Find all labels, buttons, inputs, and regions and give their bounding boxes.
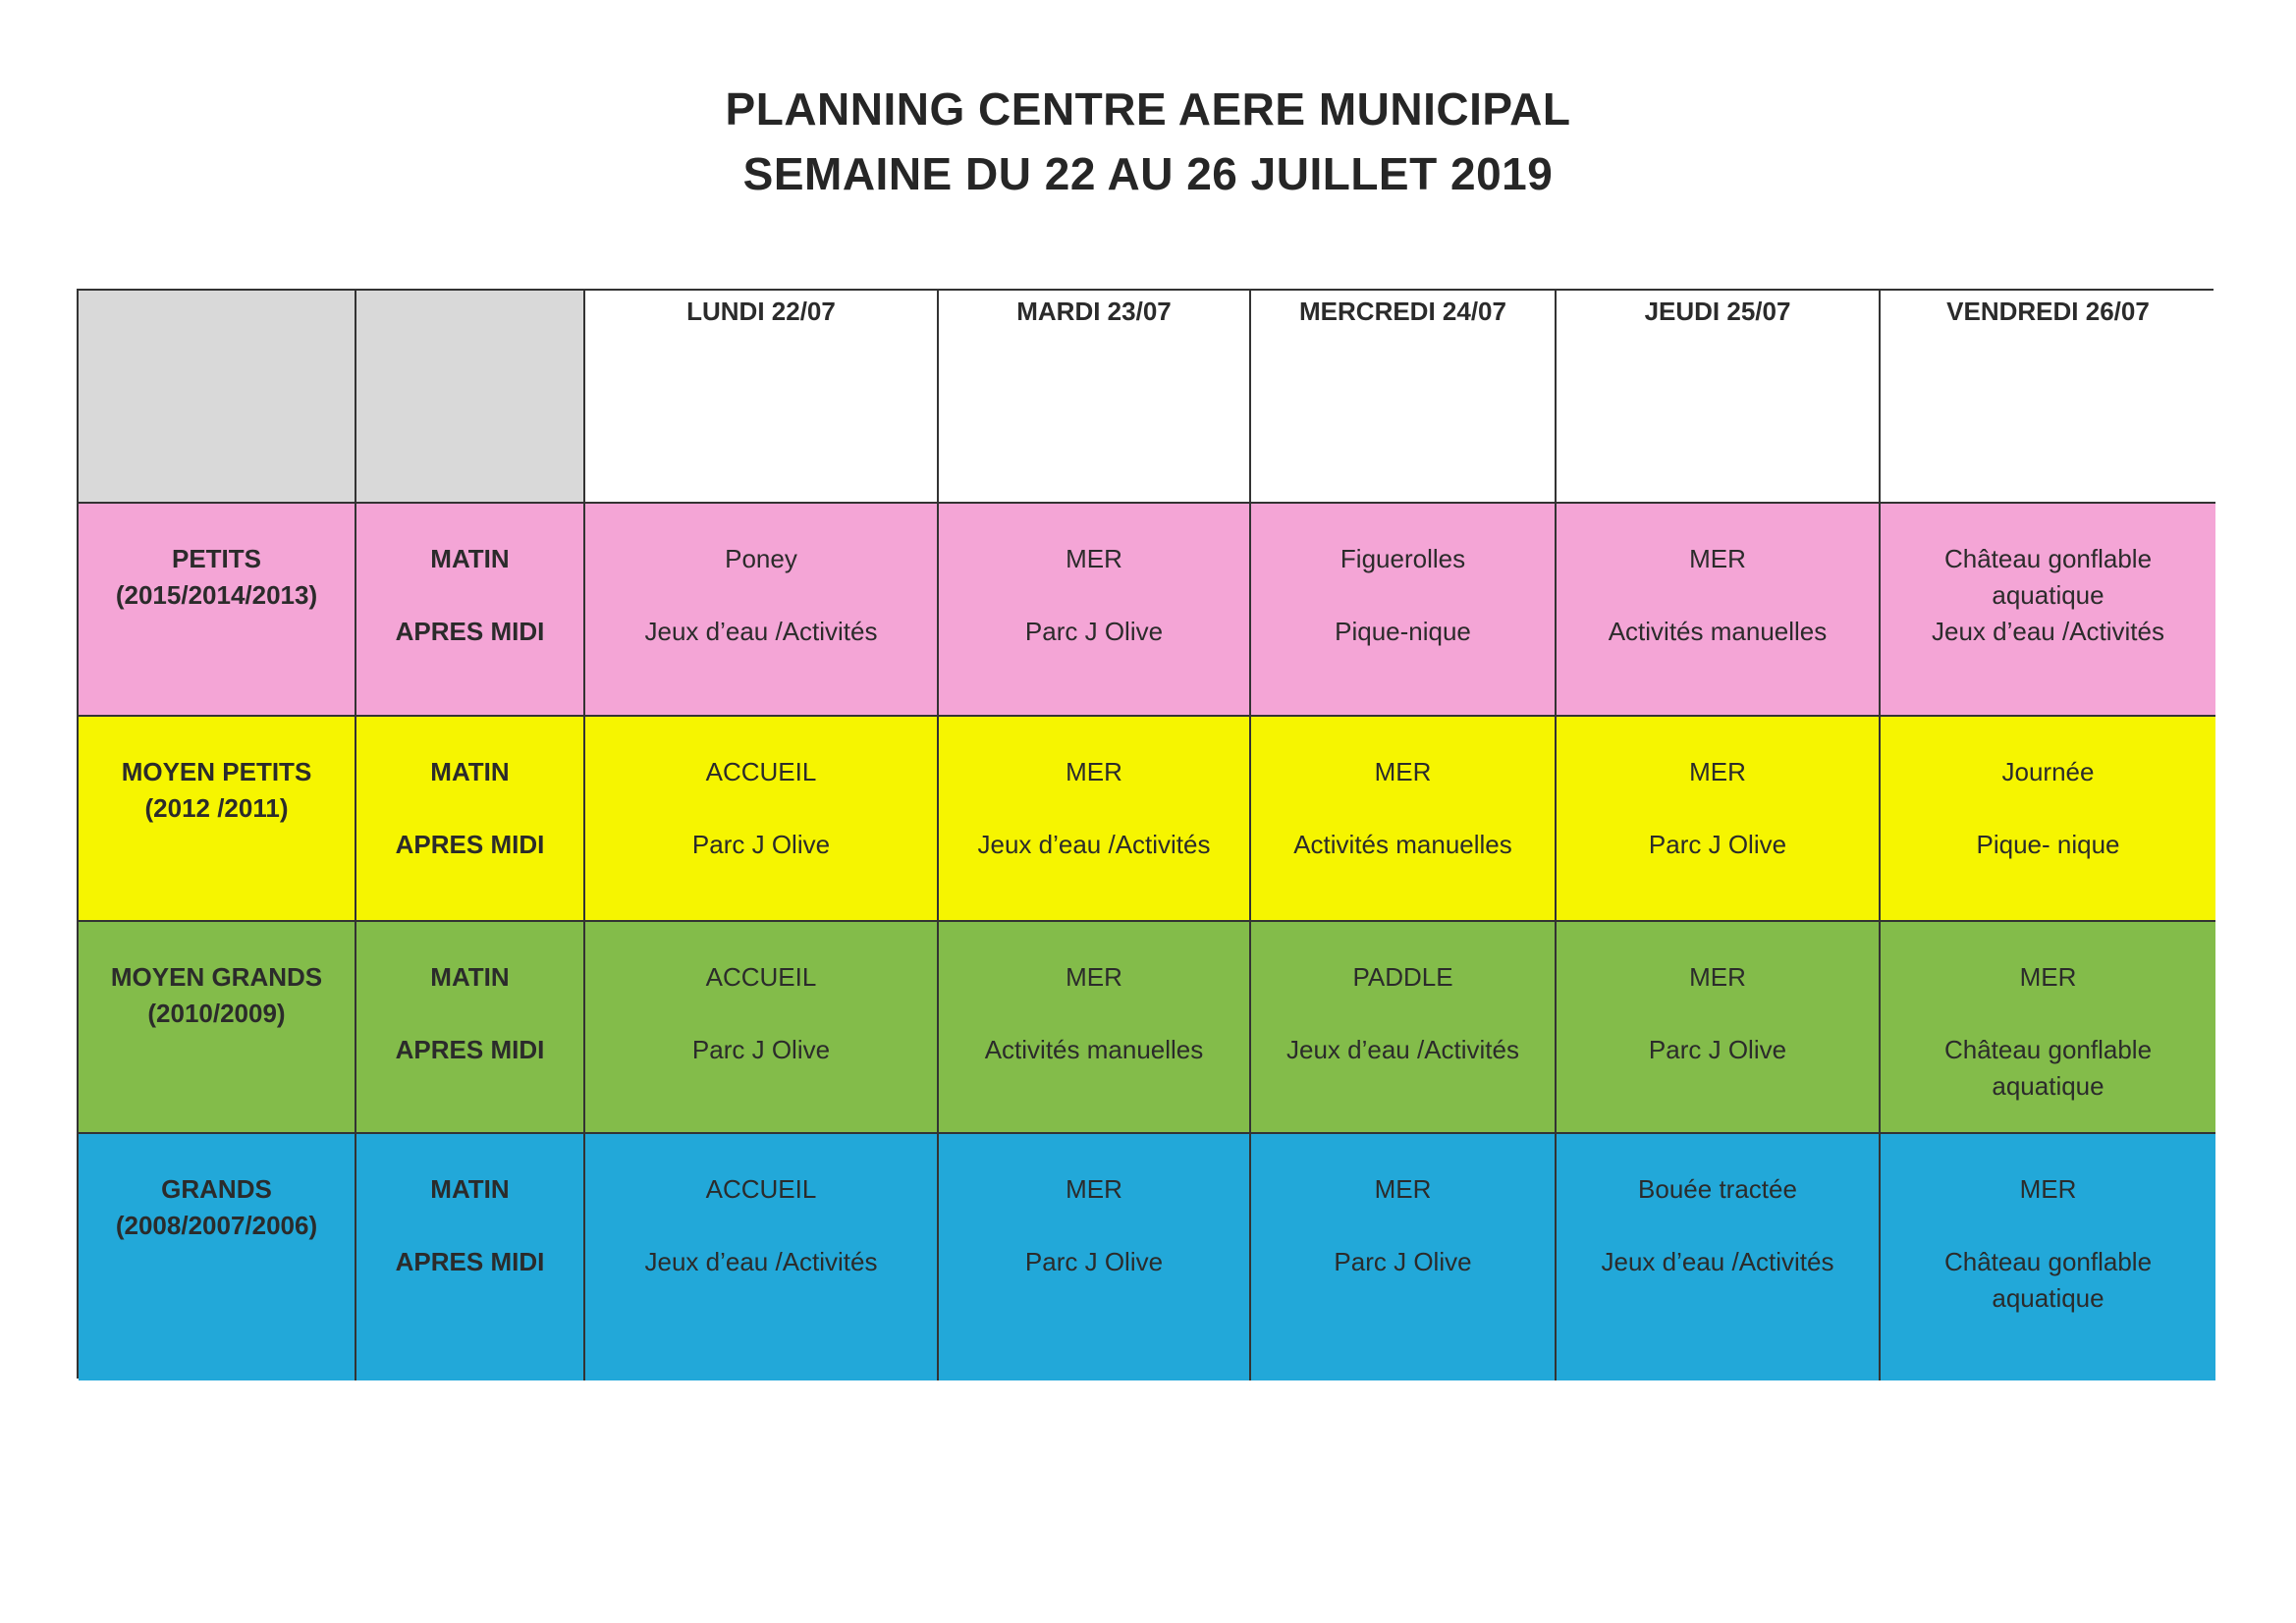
- activity-cell: [939, 504, 1251, 717]
- morning-activity: ACCUEIL: [705, 1174, 817, 1204]
- morning-activity: Journée: [2001, 757, 2095, 786]
- period-labels-grands: [356, 1134, 585, 1380]
- period-labels-petits: [356, 504, 585, 717]
- activity-cell: [1557, 504, 1881, 717]
- header-day-monday: LUNDI 22/07: [585, 291, 939, 504]
- activity-spacer: [1557, 1208, 1879, 1244]
- group-years: (2012 /2011): [144, 793, 289, 823]
- activity-spacer: [1251, 1208, 1555, 1244]
- period-spacer: [356, 996, 583, 1032]
- morning-activity: MER: [1066, 544, 1122, 573]
- afternoon-activity: Parc J Olive: [1024, 1247, 1164, 1276]
- morning-activity: Bouée tractée: [1638, 1174, 1797, 1204]
- period-spacer: [356, 790, 583, 827]
- activity-spacer: [939, 790, 1249, 827]
- afternoon-activity: Jeux d’eau /Activités: [1601, 1247, 1834, 1276]
- activity-cell: [1251, 922, 1557, 1134]
- morning-activity: MER: [1689, 544, 1746, 573]
- header-day-tuesday: MARDI 23/07: [939, 291, 1251, 504]
- activity-cell: [939, 922, 1251, 1134]
- group-label-petits: [79, 504, 356, 717]
- group-label-grands: [79, 1134, 356, 1380]
- activity-spacer: [1557, 577, 1879, 614]
- activity-spacer: [1251, 790, 1555, 827]
- afternoon-activity: Jeux d’eau /Activités: [644, 617, 878, 646]
- morning-activity: MER: [2019, 962, 2077, 992]
- afternoon-activity: Jeux d’eau /Activités: [1285, 1035, 1519, 1064]
- activity-cell: [1251, 1134, 1557, 1380]
- afternoon-activity: Parc J Olive: [1024, 617, 1164, 646]
- activity-cell: [1881, 922, 2215, 1134]
- activity-cell: [1557, 922, 1881, 1134]
- header-day-thursday: JEUDI 25/07: [1557, 291, 1881, 504]
- period-spacer: [356, 577, 583, 614]
- activity-spacer: [585, 996, 937, 1032]
- activity-cell: [585, 504, 939, 717]
- afternoon-activity: Parc J Olive: [1648, 1035, 1787, 1064]
- afternoon-activity: Activités manuelles: [1608, 617, 1828, 646]
- afternoon-activity: Jeux d’eau /Activités: [977, 830, 1211, 859]
- afternoon-activity: Pique-nique: [1335, 617, 1471, 646]
- activity-cell: [585, 717, 939, 922]
- afternoon-activity: Château gonflable: [1943, 1247, 2153, 1276]
- activity-cell: [1251, 504, 1557, 717]
- morning-activity: MER: [2019, 1174, 2077, 1204]
- activity-spacer: [1881, 996, 2215, 1032]
- morning-activity: Poney: [725, 544, 797, 573]
- period-afternoon: APRES MIDI: [395, 830, 545, 859]
- title-line-2: SEMAINE DU 22 AU 26 JUILLET 2019: [742, 148, 1554, 199]
- activity-cell: [1557, 1134, 1881, 1380]
- activity-cell: [939, 717, 1251, 922]
- morning-activity: MER: [1689, 757, 1746, 786]
- afternoon-activity: Château gonflable: [1943, 1035, 2153, 1064]
- morning-activity: Figuerolles: [1339, 544, 1466, 573]
- header-blank-period: [356, 291, 585, 504]
- activity-spacer: [939, 996, 1249, 1032]
- activity-spacer: [1251, 996, 1555, 1032]
- document-title: [0, 77, 2296, 206]
- afternoon-activity: Jeux d’eau /Activités: [644, 1247, 878, 1276]
- morning-activity: ACCUEIL: [705, 757, 817, 786]
- morning-activity: Château gonflable: [1943, 544, 2153, 573]
- afternoon-activity: Activités manuelles: [1293, 830, 1512, 859]
- afternoon-activity-continued: aquatique: [1992, 1071, 2105, 1101]
- group-name: MOYEN GRANDS: [110, 962, 323, 992]
- planning-table: [77, 289, 2214, 1379]
- period-morning: MATIN: [430, 757, 510, 786]
- period-morning: MATIN: [430, 1174, 510, 1204]
- group-years: (2008/2007/2006): [115, 1211, 318, 1240]
- morning-activity: MER: [1374, 757, 1432, 786]
- period-afternoon: APRES MIDI: [395, 1035, 545, 1064]
- afternoon-activity: Parc J Olive: [1648, 830, 1787, 859]
- morning-activity: PADDLE: [1352, 962, 1453, 992]
- activity-spacer: [585, 577, 937, 614]
- activity-cell: [1557, 717, 1881, 922]
- header-day-wednesday: MERCREDI 24/07: [1251, 291, 1557, 504]
- period-labels-moyen-petits: [356, 717, 585, 922]
- afternoon-activity: Parc J Olive: [1334, 1247, 1472, 1276]
- afternoon-activity-continued: aquatique: [1992, 1283, 2105, 1313]
- group-name: PETITS: [171, 544, 261, 573]
- activity-spacer: [585, 1208, 937, 1244]
- activity-spacer: [1881, 1208, 2215, 1244]
- period-morning: MATIN: [430, 544, 510, 573]
- morning-activity: MER: [1689, 962, 1746, 992]
- morning-activity: ACCUEIL: [705, 962, 817, 992]
- title-line-1: PLANNING CENTRE AERE MUNICIPAL: [725, 83, 1571, 135]
- activity-spacer: [1251, 577, 1555, 614]
- activity-spacer: [939, 1208, 1249, 1244]
- activity-spacer: [1881, 790, 2215, 827]
- activity-spacer: [1557, 790, 1879, 827]
- period-labels-moyen-grands: [356, 922, 585, 1134]
- activity-cell: [1881, 504, 2215, 717]
- afternoon-activity: Jeux d’eau /Activités: [1931, 617, 2164, 646]
- header-blank-group: [79, 291, 356, 504]
- afternoon-activity: Parc J Olive: [691, 1035, 831, 1064]
- morning-activity: MER: [1066, 1174, 1122, 1204]
- activity-cell: [585, 922, 939, 1134]
- group-label-moyen-petits: [79, 717, 356, 922]
- activity-cell: [939, 1134, 1251, 1380]
- morning-activity: MER: [1374, 1174, 1432, 1204]
- period-morning: MATIN: [430, 962, 510, 992]
- afternoon-activity: Parc J Olive: [691, 830, 831, 859]
- activity-cell: [1881, 717, 2215, 922]
- period-afternoon: APRES MIDI: [395, 1247, 545, 1276]
- group-years: (2010/2009): [147, 999, 286, 1028]
- period-afternoon: APRES MIDI: [395, 617, 545, 646]
- activity-spacer: [939, 577, 1249, 614]
- group-label-moyen-grands: [79, 922, 356, 1134]
- morning-activity: MER: [1066, 757, 1122, 786]
- afternoon-activity: Pique- nique: [1976, 830, 2120, 859]
- period-spacer: [356, 1208, 583, 1244]
- activity-spacer: [1557, 996, 1879, 1032]
- activity-cell: [1881, 1134, 2215, 1380]
- afternoon-activity: Activités manuelles: [984, 1035, 1204, 1064]
- header-day-friday: VENDREDI 26/07: [1881, 291, 2215, 504]
- morning-activity: MER: [1066, 962, 1122, 992]
- activity-cell: [1251, 717, 1557, 922]
- group-years: (2015/2014/2013): [115, 580, 318, 610]
- activity-spacer: [585, 790, 937, 827]
- group-name: GRANDS: [161, 1174, 272, 1204]
- activity-cell: [585, 1134, 939, 1380]
- morning-activity-continued: aquatique: [1992, 580, 2105, 610]
- group-name: MOYEN PETITS: [121, 757, 312, 786]
